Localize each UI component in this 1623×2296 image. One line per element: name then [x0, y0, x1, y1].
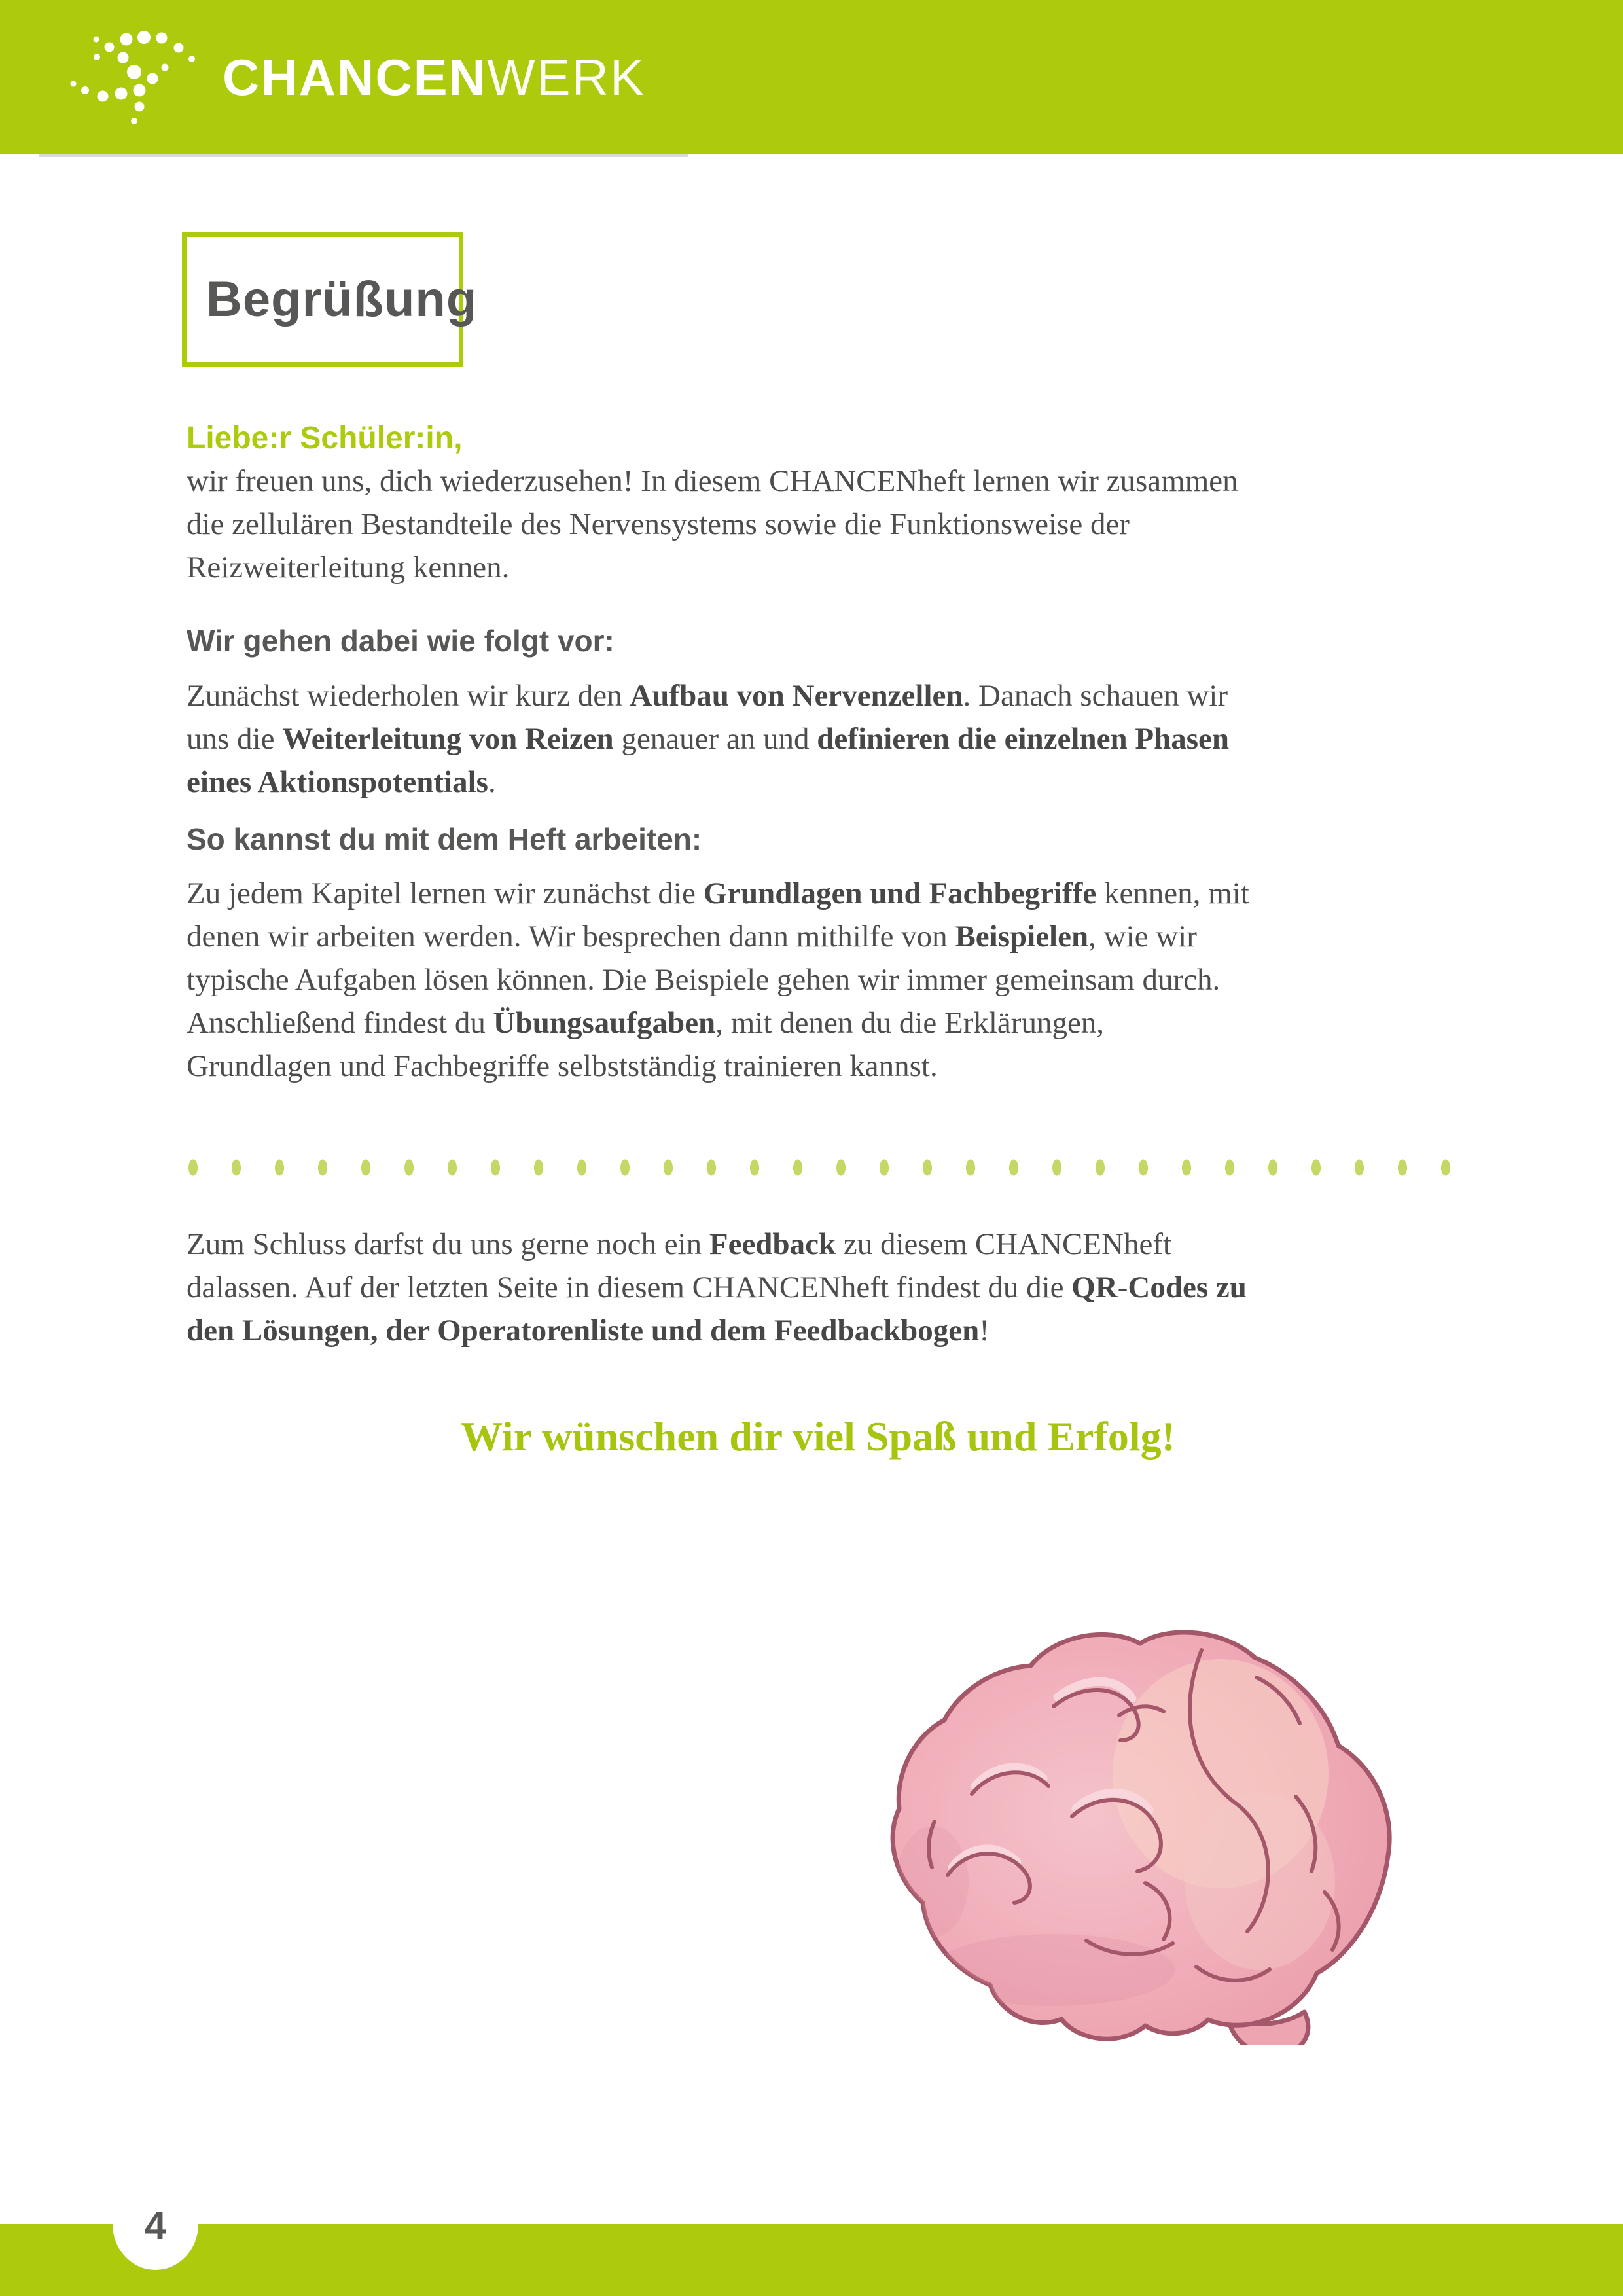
brand-wordmark-bold: CHANCEN: [223, 48, 487, 106]
approach-paragraph: Zunächst wiederholen wir kurz den Aufbau von Nervenzellen. Danach schauen wir uns die Weiterleitung von Reizen genauer an und definieren die einzelnen Phasen eines Aktionspotentials.: [187, 679, 1230, 799]
brand-wordmark-light: WERK: [487, 48, 645, 106]
header-bar: [0, 0, 1623, 154]
chapter-title-box: [182, 232, 478, 367]
dotted-separator: [187, 1153, 1450, 1182]
salutation-text: Liebe:r Schüler:in,: [187, 421, 463, 456]
page-number: 4: [144, 2204, 167, 2248]
usage-paragraph: Zu jedem Kapitel lernen wir zunächst die Grundlagen und Fachbegriffe kennen, mit denen wir arbeiten werden. Wir besprechen dann mithilfe von Beispielen, wie wir typische Aufgaben lösen können. Die Beispiele gehen wir immer gemeinsam durch. Anschließend findest du Übungsaufgaben, mit denen du die Erklärungen, Grundlagen und Fachbegriffe selbstständig trainieren kannst.: [187, 876, 1249, 1083]
footer-bar: [0, 2224, 1623, 2296]
closing-message: Wir wünschen dir viel Spaß und Erfolg!: [461, 1413, 1175, 1460]
chancenwerk-logo-dots-icon: [62, 7, 206, 131]
subheading-approach: Wir gehen dabei wie folgt vor:: [187, 624, 615, 658]
header-divider-line: [39, 154, 688, 157]
page-title: Begrüßung: [206, 272, 478, 327]
feedback-paragraph: Zum Schluss darfst du uns gerne noch ein Feedback zu diesem CHANCENheft dalassen. Auf der letzten Seite in diesem CHANCENheft findest du die QR-Codes zu den Lösungen, der Operatorenliste und dem Feedbackbogen!: [187, 1227, 1247, 1348]
intro-paragraph: wir freuen uns, dich wiederzusehen! In diesem CHANCENheft lernen wir zusammen die zellulären Bestandteile des Nervensystems sowie die Funktionsweise der Reizweiterleitung kennen.: [187, 464, 1238, 584]
brand-wordmark: [223, 0, 645, 154]
subheading-usage: So kannst du mit dem Heft arbeiten:: [187, 822, 702, 856]
brain-illustration: [838, 1600, 1407, 2045]
